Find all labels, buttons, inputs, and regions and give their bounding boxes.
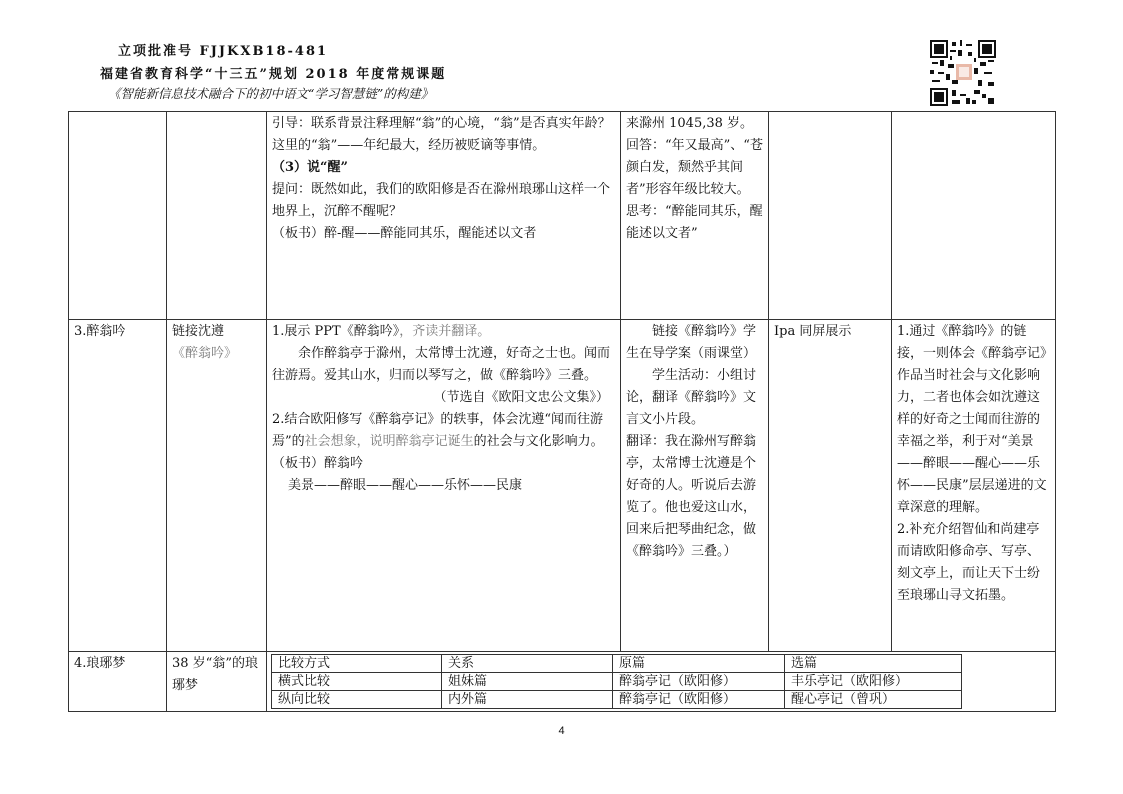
- guide-text: 引导：联系背景注释理解“翁”的心境，“翁”是否真实年龄？: [272, 116, 611, 131]
- step-cell: [69, 112, 167, 320]
- student-text: 来滁州 1045,38 岁。: [626, 116, 754, 131]
- step-label: 3.醉翁吟: [74, 324, 126, 339]
- comparison-header: 比较方式: [272, 655, 442, 673]
- comparison-header: 选篇: [785, 655, 962, 673]
- ppt-instruction-tail: ，齐读并翻译。: [399, 324, 491, 339]
- lesson-plan-table: [68, 111, 1056, 712]
- link-cell: [167, 652, 267, 712]
- comparison-cell: 内外篇: [442, 691, 613, 709]
- link-cell: [167, 320, 267, 652]
- tech-cell: [769, 112, 892, 320]
- student-cell: [621, 112, 769, 320]
- anecdote-instruction-end: 的社会与文化影响力。: [473, 434, 604, 449]
- comparison-row: [272, 691, 962, 709]
- comparison-cell: 纵向比较: [272, 691, 442, 709]
- content-cell: [267, 112, 621, 320]
- content-line: [272, 321, 615, 343]
- anecdote-instruction-gray: 社会想象，说明醉翁亭记诞生: [304, 434, 474, 449]
- page-number: 4: [558, 725, 565, 737]
- student-cell: [621, 320, 769, 652]
- section-heading-xing: （3）说“醒”: [272, 160, 349, 175]
- content-cell: [267, 320, 621, 652]
- board-chain: 美景——醉眼——醒心——乐怀——民康: [288, 478, 523, 493]
- link-label: 链接沈遵: [172, 324, 225, 339]
- link-label: 38 岁“翁”的琅琊梦: [172, 656, 258, 693]
- project-subject-title: 《智能新信息技术融合下的初中语文“学习智慧链”的构建》: [108, 86, 434, 101]
- question-text: 提问：既然如此，我们的欧阳修是否在滁州琅琊山这样一个地界上，沉醉不醒呢？: [272, 182, 611, 219]
- table-row: [69, 112, 1056, 320]
- step-cell: [69, 652, 167, 712]
- project-approval-number: 立项批准号 FJJKXB18-481: [118, 44, 329, 59]
- comparison-cell: 醉翁亭记（欧阳修）: [613, 691, 785, 709]
- design-cell: [892, 112, 1056, 320]
- source-citation: （节选自《欧阳文忠公文集》）: [433, 390, 609, 405]
- ppt-instruction: 1.展示 PPT《醉翁吟》: [272, 324, 400, 339]
- comparison-cell: 醒心亭记（曾巩）: [785, 691, 962, 709]
- comparison-row: [272, 673, 962, 691]
- link-cell: [167, 112, 267, 320]
- old-man-explanation: 这里的“翁”——年纪最大，经历被贬谪等事情。: [272, 138, 546, 153]
- comparison-header: 关系: [442, 655, 613, 673]
- comparison-cell: 丰乐亭记（欧阳修）: [785, 673, 962, 691]
- student-text: 学生活动：小组讨论，翻译《醉翁吟》文言文小片段。: [626, 368, 757, 427]
- comparison-cell: 横式比较: [272, 673, 442, 691]
- table-row: [69, 652, 1056, 712]
- student-text: 回答：“年又最高”、“苍颜白发，颓然乎其间者”形容年级比较大。: [626, 138, 763, 197]
- board-note: （板书）醉-醒——醉能同其乐，醒能述以文者: [272, 226, 537, 241]
- content-line: [272, 409, 615, 453]
- step-label: 4.琅琊梦: [74, 656, 126, 671]
- tech-label: Ipa 同屏展示: [774, 324, 852, 339]
- board-note: （板书）醉翁吟: [272, 456, 364, 471]
- comparison-cell: 姐妹篇: [442, 673, 613, 691]
- project-plan-title: 福建省教育科学“十三五”规划 2018 年度常规课题: [100, 67, 447, 82]
- link-title: 《醉翁吟》: [172, 346, 238, 361]
- tech-cell: [769, 320, 892, 652]
- student-text: 思考：“醉能同其乐，醒能述以文者”: [626, 204, 763, 241]
- design-text: 1.通过《醉翁吟》的链接，一则体会《醉翁亭记》作品当时社会与文化影响力，二者也体会如沈遵这样的好奇之士闻而往游的幸福之举，利于对“美景——醉眼——醒心——乐怀——民康”层层递进的文章深意的理解。: [897, 324, 1047, 515]
- step-cell: [69, 320, 167, 652]
- student-text: 链接《醉翁吟》学生在导学案（雨课堂）: [626, 324, 757, 361]
- comparison-table: [271, 654, 962, 709]
- student-text: 翻译：我在滁州写醉翁亭，太常博士沈遵是个好奇的人。听说后去游览了。他也爱这山水，回来后把琴曲纪念，做《醉翁吟》三叠。）: [626, 434, 757, 559]
- design-text: 2.补充介绍智仙和尚建亭而请欧阳修命亭、写亭、刻文亭上，而让天下士纷至琅琊山寻文拓墨。: [897, 522, 1041, 603]
- anecdote-instruction: 2.结合欧阳修写《醉翁亭记》的轶事，体会沈遵“闻而往游焉”的: [272, 412, 604, 449]
- classical-passage: 余作醉翁亭于滁州，太常博士沈遵，好奇之士也。闻而往游焉。爱其山水，归而以琴写之，做《醉翁吟》三叠。: [272, 346, 611, 383]
- comparison-cell: 醉翁亭记（欧阳修）: [613, 673, 785, 691]
- comparison-cell: [267, 652, 1056, 712]
- design-cell: [892, 320, 1056, 652]
- qr-code-image: [930, 40, 996, 106]
- comparison-header-row: [272, 655, 962, 673]
- table-row: [69, 320, 1056, 652]
- comparison-header: 原篇: [613, 655, 785, 673]
